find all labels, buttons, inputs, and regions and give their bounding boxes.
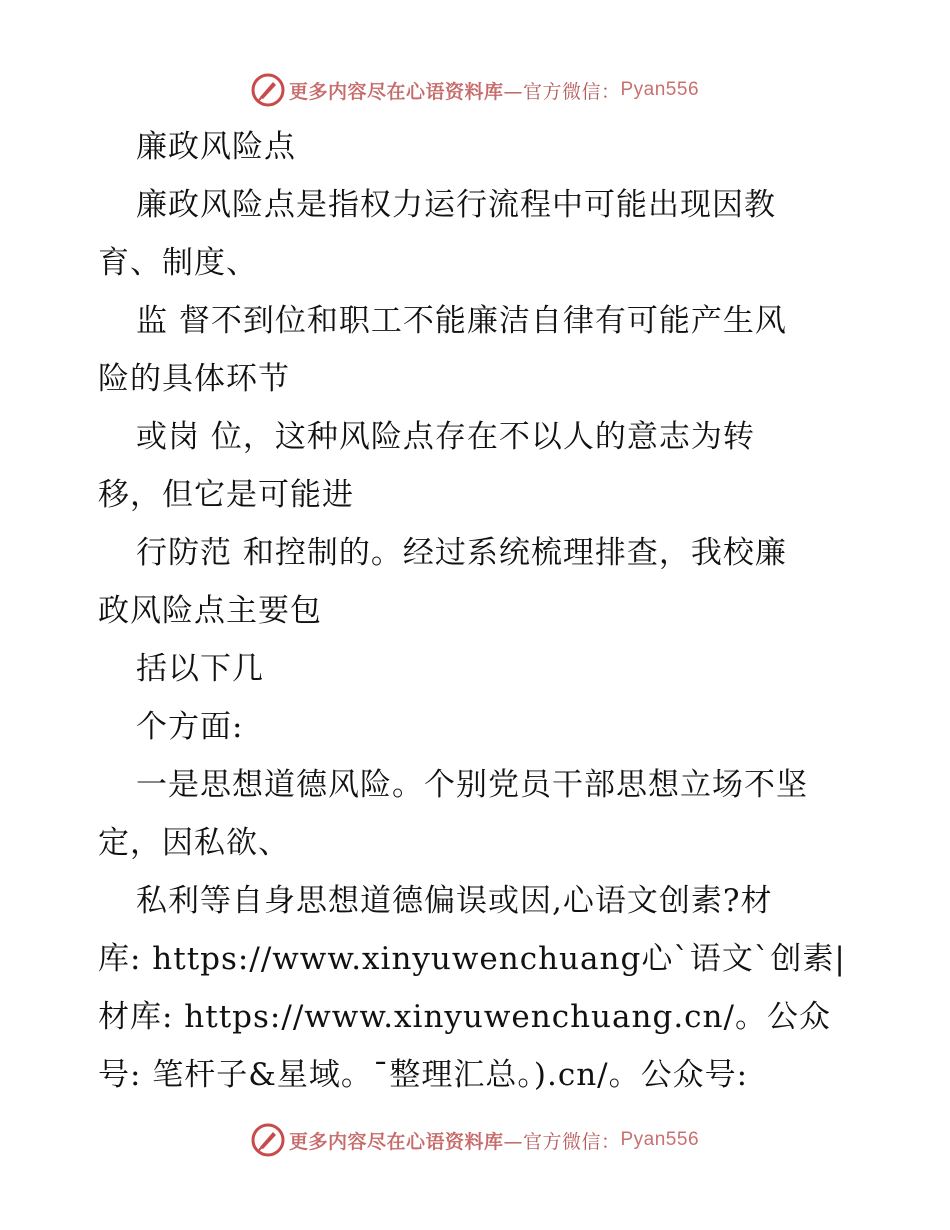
document-body: [98, 118, 868, 1104]
text-line: 号: 笔杆子&星域。¯整理汇总。).cn/。公众号:: [98, 1057, 749, 1093]
footer-banner: [0, 1120, 950, 1160]
text-line: 或岗 位，这种风险点存在不以人的意志为转: [136, 419, 755, 455]
text-line: 政风险点主要包: [98, 593, 322, 629]
quill-logo-icon: [251, 73, 285, 107]
banner-wechat-id: Pyan556: [620, 1129, 700, 1150]
text-line: 移，但它是可能进: [98, 477, 354, 513]
text-line: 一是思想道德风险。个别党员干部思想立场不坚: [136, 767, 808, 803]
header-banner: [0, 70, 950, 110]
text-line: 私利等自身思想道德偏误或因,心语文创素?材: [136, 883, 773, 919]
text-line: 育、制度、: [98, 245, 258, 281]
banner-wechat-label: —官方微信：: [503, 1130, 621, 1153]
text-line: 行防范 和控制的。经过系统梳理排查，我校廉: [136, 535, 787, 571]
text-line: 险的具体环节: [98, 361, 290, 397]
banner-wechat-label: —官方微信：: [503, 80, 621, 103]
text-line: 定，因私欲、: [98, 825, 290, 861]
text-line: 廉政风险点是指权力运行流程中可能出现因教: [136, 187, 776, 223]
text-line: 廉政风险点: [136, 129, 296, 165]
quill-logo-icon: [251, 1123, 285, 1157]
text-line: 括以下几: [136, 651, 264, 687]
text-line: 个方面:: [136, 709, 244, 745]
text-line: 材库: https://www.xinyuwenchuang.cn/。公众: [98, 999, 831, 1035]
text-line: 库: https://www.xinyuwenchuang心`语文`创素|: [98, 941, 846, 977]
banner-site-name: 更多内容尽在心语资料库: [288, 1130, 504, 1153]
text-line: 监 督不到位和职工不能廉洁自律有可能产生风: [136, 303, 787, 339]
banner-wechat-id: Pyan556: [620, 79, 700, 100]
banner-site-name: 更多内容尽在心语资料库: [288, 80, 504, 103]
